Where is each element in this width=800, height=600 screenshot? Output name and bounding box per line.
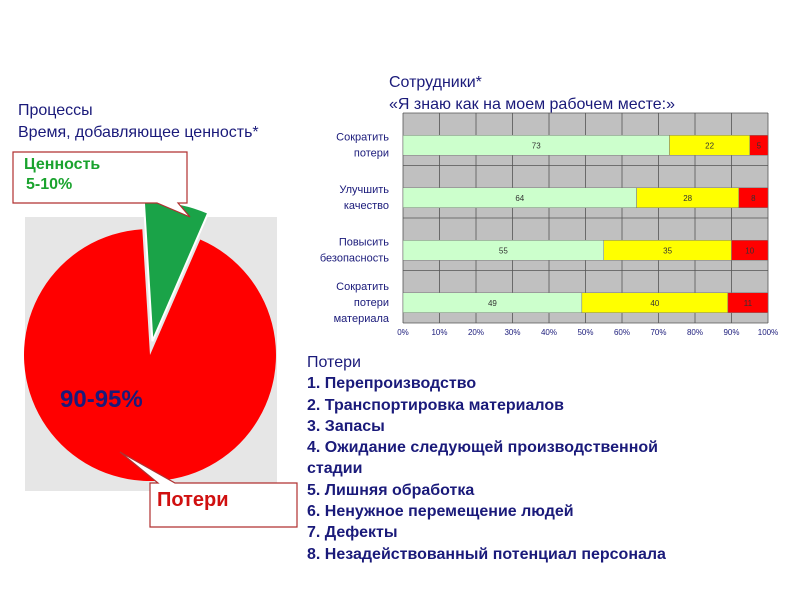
bar-value-label: 35 [663, 246, 673, 256]
bar-value-label: 73 [531, 141, 541, 151]
losses-item: 4. Ожидание следующей производственной [307, 439, 658, 457]
bar-value-label: 5 [756, 141, 762, 151]
losses-item: 6. Ненужное перемещение людей [307, 503, 574, 521]
x-tick-label: 40% [540, 328, 558, 337]
losses-item: 7. Дефекты [307, 524, 398, 542]
category-label: Улучшить [339, 183, 389, 196]
bar-value-label: 55 [498, 246, 508, 256]
x-tick-label: 90% [723, 328, 740, 337]
x-tick-label: 50% [577, 328, 594, 337]
losses-list [307, 352, 666, 565]
x-tick-label: 60% [613, 328, 631, 337]
employees-title-line1: Сотрудники* [389, 74, 482, 91]
x-tick-label: 0% [397, 328, 409, 337]
category-label: качество [343, 199, 389, 212]
x-tick-label: 100% [757, 328, 779, 337]
bar-value-label: 10 [745, 246, 755, 256]
losses-item: 2. Транспортировка материалов [307, 396, 564, 414]
employees-title-line2: «Я знаю как на моем рабочем месте:» [389, 96, 676, 113]
category-label: потери [353, 147, 389, 160]
x-tick-label: 20% [467, 328, 485, 337]
loss-percent-label: 90-95% [60, 386, 143, 413]
bar-value-label: 28 [683, 193, 693, 203]
bar-value-label: 40 [650, 298, 660, 308]
bar-value-label: 49 [487, 298, 497, 308]
category-label: Сократить [336, 280, 389, 293]
x-tick-label: 30% [504, 328, 521, 337]
losses-item: 5. Лишняя обработка [307, 481, 475, 499]
x-tick-label: 80% [686, 328, 704, 337]
processes-title-line2: Время, добавляющее ценность* [18, 124, 259, 141]
value-label-line1: Ценность [24, 156, 101, 173]
losses-item: стадии [307, 460, 363, 478]
loss-label: Потери [157, 489, 229, 511]
processes-title-line1: Процессы [18, 102, 93, 119]
category-label: материала [333, 312, 389, 325]
losses-item: 3. Запасы [307, 417, 385, 435]
losses-item: 1. Перепроизводство [307, 375, 477, 393]
category-label: потери [353, 296, 389, 309]
bar-value-label: 64 [515, 193, 525, 203]
losses-header: Потери [307, 354, 361, 371]
bar-value-label: 11 [743, 298, 753, 308]
value-label-line2: 5-10% [26, 176, 73, 193]
x-tick-label: 10% [431, 328, 448, 337]
category-label: безопасность [319, 252, 389, 265]
category-label: Повысить [338, 236, 389, 249]
category-label: Сократить [336, 131, 389, 144]
bar-value-label: 8 [751, 193, 756, 203]
losses-item: 8. Незадействованный потенциал персонала [307, 545, 666, 563]
x-tick-label: 70% [650, 328, 667, 337]
bar-value-label: 22 [705, 141, 715, 151]
